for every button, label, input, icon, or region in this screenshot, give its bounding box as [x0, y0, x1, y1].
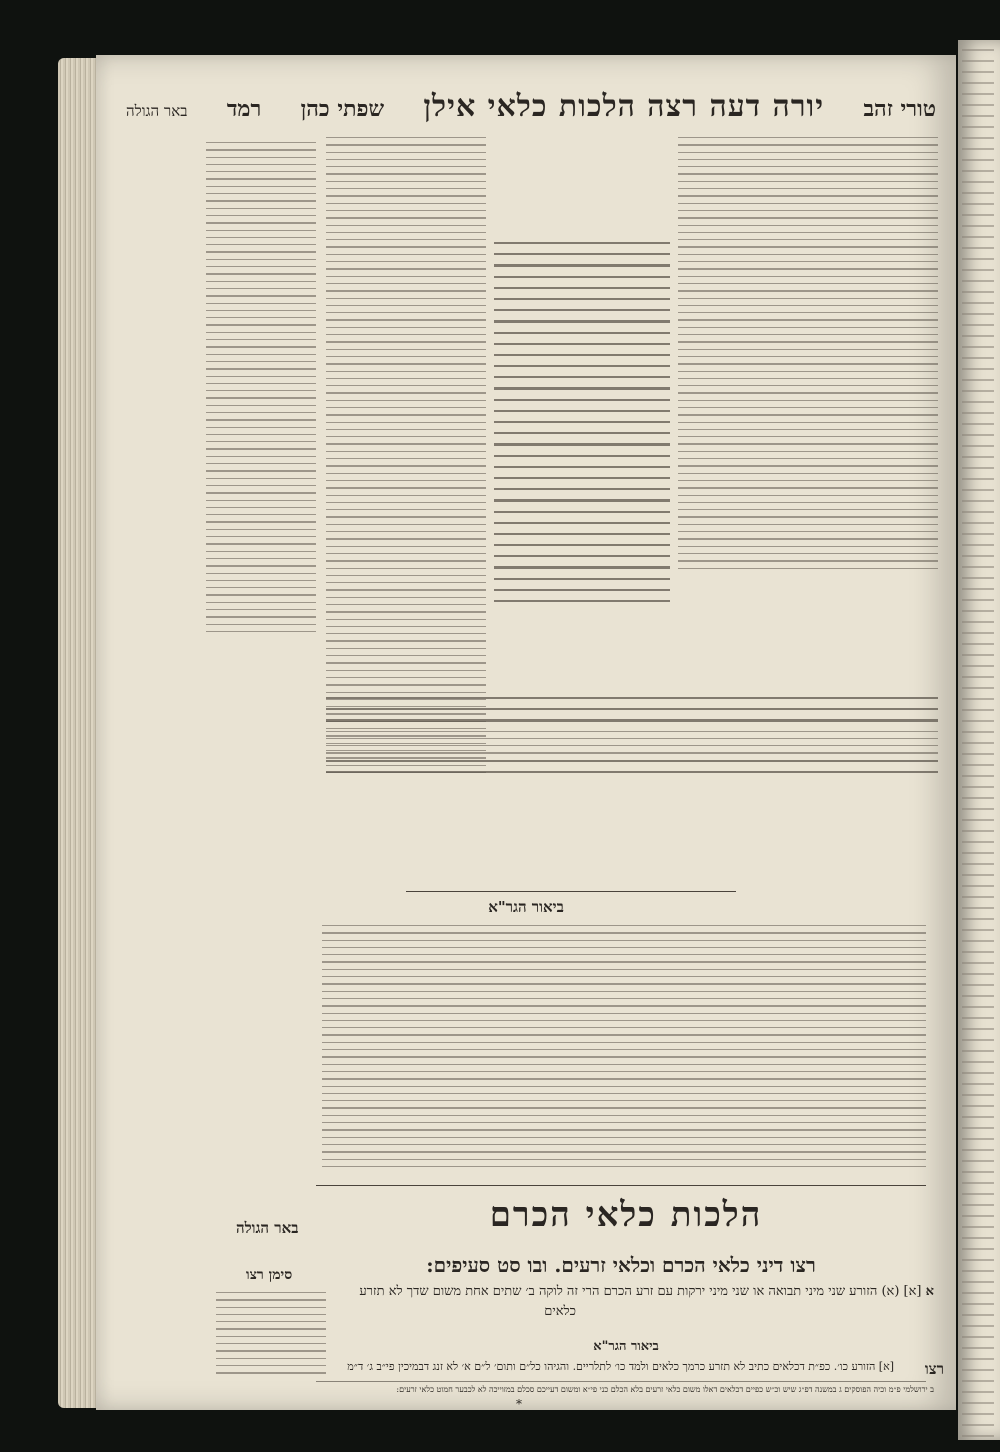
- paragraph-aleph-continuation: כלאים: [544, 1304, 576, 1319]
- beer-hagolah-column: [206, 140, 316, 638]
- main-text-wide: [326, 695, 938, 782]
- siman-296-label: רצו: [924, 1360, 944, 1378]
- main-text-lines: [494, 240, 670, 602]
- shach-commentary-text: [326, 135, 486, 773]
- gra-296-tail: ד״מ: [347, 1360, 364, 1373]
- siman-label: סימן רצו: [246, 1267, 293, 1283]
- running-head-rmd: רמד: [226, 96, 262, 122]
- running-head-shach: שפתי כהן: [300, 96, 385, 122]
- book-page-edges: [58, 58, 100, 1408]
- chapter-subtitle: רצו דיני כלאי הכרם וכלאי זרעים. ובו סט סעיפים:: [426, 1253, 816, 1277]
- gra-296-text: [א] הזורע כו׳. כפ״ת דכלאים כתיב לא תזרע כרמך כלאים ולמד כו׳ לתלריים. והגיהו כל״ם ותום׳ ל״ם א׳ לא זנג דבמיכין פי״ב ג׳ ד״מ: [347, 1360, 894, 1373]
- chapter-title: הלכות כלאי הכרם: [489, 1195, 763, 1235]
- facing-page-edge: [958, 40, 1000, 1440]
- running-head-taz: טורי זהב: [863, 96, 936, 122]
- running-head: [126, 89, 936, 129]
- divider-rule: [406, 891, 736, 892]
- running-head-main-title: יורה דעה רצה הלכות כלאי אילן: [423, 89, 825, 124]
- footnote-rule: [316, 1381, 926, 1382]
- paragraph-aleph-marker: א: [925, 1284, 934, 1299]
- running-head-right-label: באר הגולה: [126, 102, 188, 120]
- paragraph-aleph-text: [א] (א) הזורע שני מיני תבואה או שני מיני ירקות עם זרע הכרם הרי זה לוקה ב׳ שתים אחת משום שדך לא תזרע: [359, 1284, 922, 1299]
- gra-commentary-text: [322, 923, 926, 1173]
- shach-commentary-column: [326, 135, 486, 779]
- main-text-column: [494, 240, 670, 611]
- printer-star-mark: *: [516, 1397, 522, 1411]
- footnote: ב ירושלמי פ״מ וכיה הפוסקים ג במשנה דפ״ג שיש וכ״ש כפיים דכלאים דאלו משום כלאי זרעים בלא הכלם כני פי״א ומשום דעייכם סכלם במזוייכה לא לכבער חמוט כלאי זרעים:: [396, 1385, 934, 1394]
- taz-commentary-column: [678, 135, 938, 575]
- taz-commentary-text: [678, 135, 938, 569]
- siman-notes: [216, 1290, 326, 1380]
- chapter-divider-rule: [316, 1185, 926, 1186]
- beer-hagolah-title: באר הגולה: [236, 1219, 299, 1237]
- beer-hagolah-text: [206, 140, 316, 632]
- book-page: [96, 55, 956, 1410]
- gra-commentary-title: ביאור הגר"א: [488, 898, 564, 916]
- gra-commentary-title-2: ביאור הגר"א: [593, 1339, 659, 1354]
- paragraph-aleph: [322, 1283, 934, 1299]
